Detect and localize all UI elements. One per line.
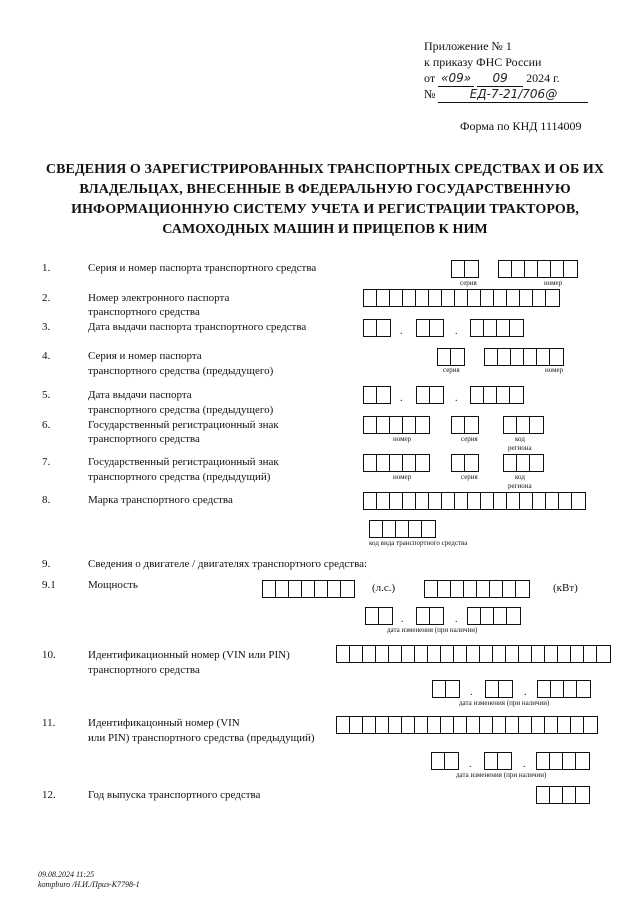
item-9-1-dot-2: . [455,614,458,625]
order-number: ЕД-7-21/706@ [438,86,588,103]
item-4-series-caption: серия [443,366,460,374]
item-6-number-caption: номер [393,435,412,443]
item-6-series-cells[interactable] [451,416,479,434]
order-year: 2024 г. [526,71,560,85]
item-8-label: Марка транспортного средства [88,494,233,506]
item-11-year-cells[interactable] [536,752,590,770]
item-7-region-caption-1: код [515,473,525,481]
item-12-year-cells[interactable] [536,786,590,804]
item-9-1-hp-unit: (л.с.) [372,582,396,594]
item-1-number: 1. [42,262,51,274]
item-7-number-cells[interactable] [363,454,430,472]
item-7-region-caption-2: региона [508,482,532,490]
item-2-label-line1: Номер электронного паспорта [88,292,230,304]
item-3-number: 3. [42,321,51,333]
item-9-1-date-caption: дата изменения (при наличии) [387,626,478,634]
item-9-1-number: 9.1 [42,579,56,591]
order-date-row [424,70,560,87]
item-1-label: Серия и номер паспорта транспортного средства [88,262,317,274]
item-9-number: 9. [42,558,51,570]
item-9-1-label: Мощность [88,579,138,591]
item-11-label-line2: или PIN) транспортного средства (предыдущий) [88,732,315,744]
item-5-number: 5. [42,389,51,401]
order-month: 09 [477,70,523,87]
item-10-date-caption: дата изменения (при наличии) [459,699,550,707]
item-9-1-day-cells[interactable] [365,607,393,625]
item-9-1-hp-cells[interactable] [262,580,355,598]
item-11-month-cells[interactable] [484,752,512,770]
document-title: СВЕДЕНИЯ О ЗАРЕГИСТРИРОВАННЫХ ТРАНСПОРТНЫХ СРЕДСТВАХ И ОБ ИХ ВЛАДЕЛЬЦАХ, ВНЕСЕННЫЕ В ФЕДЕРАЛЬНУЮ ГОСУДАРСТВЕННУЮ ИНФОРМАЦИОННУЮ СИСТЕМУ УЧЕТА И РЕГИСТРАЦИИ ТРАКТОРОВ, САМОХОДНЫХ МАШИН И ПРИЦЕПОВ К НИМ [45,162,605,237]
item-10-day-cells[interactable] [432,680,460,698]
item-3-month-cells[interactable] [416,319,444,337]
item-9-1-year-cells[interactable] [467,607,521,625]
item-10-year-cells[interactable] [537,680,591,698]
footer-timestamp: 09.08.2024 11:25 [38,870,95,879]
item-10-dot-1: . [470,687,473,698]
item-5-day-cells[interactable] [363,386,391,404]
item-4-number-caption: номер [545,366,564,374]
item-9-1-kw-cells[interactable] [424,580,530,598]
item-5-month-cells[interactable] [416,386,444,404]
item-2-label-line2: транспортного средства [88,306,200,318]
item-11-dot-1: . [469,759,472,770]
item-6-number: 6. [42,419,51,431]
item-8-type-code-cells[interactable] [369,520,436,538]
order-date-prefix: от [424,71,436,85]
item-3-year-cells[interactable] [470,319,524,337]
item-6-number-cells[interactable] [363,416,430,434]
item-7-region-cells[interactable] [503,454,544,472]
item-10-number: 10. [42,649,56,661]
item-2-cells[interactable] [363,289,560,307]
appendix-label: Приложение № 1 [424,39,512,53]
item-11-day-cells[interactable] [431,752,459,770]
order-number-prefix: № [424,87,436,101]
item-10-month-cells[interactable] [485,680,513,698]
item-4-label-line1: Серия и номер паспорта [88,350,202,362]
item-12-label: Год выпуска транспортного средства [88,789,261,801]
item-7-number: 7. [42,456,51,468]
item-11-dot-2: . [523,759,526,770]
item-4-series-cells[interactable] [437,348,465,366]
item-6-region-caption-2: региона [508,444,532,452]
order-number-row [424,86,588,103]
item-11-label-line1: Идентификацонный номер (VIN [88,717,240,729]
order-label: к приказу ФНС России [424,55,542,69]
item-5-dot-1: . [400,393,403,404]
item-6-label-line1: Государственный регистрационный знак [88,419,279,431]
item-7-number-caption: номер [393,473,412,481]
item-6-label-line2: транспортного средства [88,433,200,445]
item-11-number: 11. [42,717,56,729]
item-7-label-line2: транспортного средства (предыдущий) [88,471,271,483]
item-12-number: 12. [42,789,56,801]
item-9-1-dot-1: . [401,614,404,625]
item-4-number: 4. [42,350,51,362]
item-6-series-caption: серия [461,435,478,443]
form-code: Форма по КНД 1114009 [460,119,582,133]
item-10-label-line1: Идентификационный номер (VIN или PIN) [88,649,290,661]
item-3-dot-1: . [400,326,403,337]
item-7-series-cells[interactable] [451,454,479,472]
item-1-series-caption: серия [460,279,477,287]
order-day: «09» [438,70,474,87]
item-9-label: Сведения о двигателе / двигателях транспортного средства: [88,558,368,570]
item-3-day-cells[interactable] [363,319,391,337]
item-11-vin-cells[interactable] [336,716,598,734]
item-8-brand-cells[interactable] [363,492,586,510]
item-3-label: Дата выдачи паспорта транспортного средства [88,321,307,333]
footer-reference: kompburo /Н.И./Приз-К7798-1 [38,880,140,889]
item-10-label-line2: транспортного средства [88,664,200,676]
item-8-number: 8. [42,494,51,506]
item-4-label-line2: транспортного средства (предыдущего) [88,365,274,377]
item-5-dot-2: . [455,393,458,404]
item-3-dot-2: . [455,326,458,337]
item-2-number: 2. [42,292,51,304]
item-10-vin-cells[interactable] [336,645,611,663]
item-5-year-cells[interactable] [470,386,524,404]
item-6-region-caption-1: код [515,435,525,443]
item-1-series-cells[interactable] [451,260,479,278]
item-5-label-line2: транспортного средства (предыдущего) [88,404,274,416]
item-7-label-line1: Государственный регистрационный знак [88,456,279,468]
item-9-1-kw-unit: (кВт) [553,582,578,594]
item-5-label-line1: Дата выдачи паспорта [88,389,192,401]
item-1-number-cells[interactable] [498,260,578,278]
item-8-type-code-caption: код вида транспортного средства [369,539,468,547]
item-4-number-cells[interactable] [484,348,564,366]
item-11-date-caption: дата изменения (при наличии) [456,771,547,779]
item-7-series-caption: серия [461,473,478,481]
item-1-number-caption: номер [544,279,563,287]
item-9-1-month-cells[interactable] [416,607,444,625]
item-6-region-cells[interactable] [503,416,544,434]
item-10-dot-2: . [524,687,527,698]
